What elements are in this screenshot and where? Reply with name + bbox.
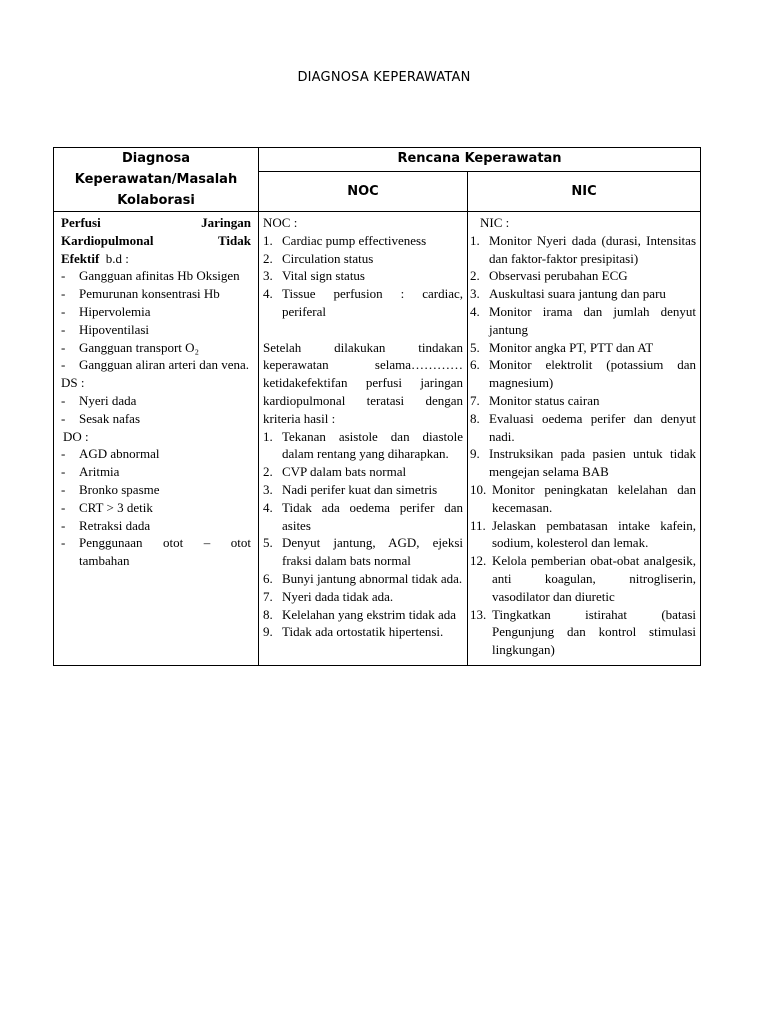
header-diagnosis-line: Diagnosa: [121, 151, 191, 166]
ds-item-marker: -: [61, 410, 66, 426]
cause-item-text: Hipervolemia: [79, 303, 151, 319]
cause-item-text: Gangguan transport O₂: [79, 339, 200, 355]
cause-item-text: Gangguan aliran arteri dan vena.: [79, 357, 250, 373]
ds-label: DS :: [61, 375, 85, 391]
do-item: [61, 481, 251, 499]
noc-criteria-list: [263, 428, 463, 642]
cause-item-text: Gangguan afinitas Hb Oksigen: [79, 268, 240, 284]
noc-criteria-item-marker: 9.: [263, 624, 273, 640]
nic-item-text: Auskultasi suara jantung dan paru: [489, 286, 666, 302]
nic-items-list: [470, 232, 696, 659]
document-title: DIAGNOSA KEPERAWATAN: [297, 70, 471, 85]
nic-item-marker: 10.: [470, 481, 487, 497]
header-diagnosis-line: Kolaborasi: [117, 193, 195, 208]
nic-item-marker: 5.: [470, 339, 480, 355]
noc-item: [263, 267, 463, 285]
nic-item: [470, 339, 696, 357]
diagnosis-title-word: Kardiopulmonal: [61, 232, 154, 248]
ds-item-text: Sesak nafas: [79, 410, 141, 426]
noc-item: [263, 250, 463, 268]
noc-criteria-item-text: Tidak ada ortostatik hipertensi.: [282, 624, 444, 640]
nic-item-marker: 12.: [470, 553, 487, 569]
nic-item: [470, 517, 696, 553]
nic-item-text: Evaluasi oedema perifer dan denyut nadi.: [489, 410, 697, 444]
header-noc: NOC: [259, 171, 468, 211]
diagnosis-title-suffix: b.d :: [105, 250, 129, 266]
noc-criteria-item-marker: 2.: [263, 464, 273, 480]
noc-item-marker: 2.: [263, 250, 273, 266]
do-item-text: Penggunaan otot – otot tambahan: [79, 535, 251, 569]
nic-item-text: Tingkatkan istirahat (batasi Pengunjung dan kontrol stimulasi lingkungan): [492, 606, 697, 658]
noc-criteria-item: [263, 428, 463, 464]
diagnosis-title-word: Efektif: [61, 250, 100, 266]
nic-item-marker: 4.: [470, 303, 480, 319]
nic-item-text: Monitor elektrolit (potassium dan magnesium): [489, 357, 697, 391]
diagnosis-title-word: Jaringan: [201, 215, 251, 230]
nic-item-marker: 8.: [470, 410, 480, 426]
noc-criteria-item: [263, 481, 463, 499]
nic-item: [470, 481, 696, 517]
do-list: [61, 445, 251, 570]
noc-cell: [259, 212, 468, 666]
noc-criteria-item-marker: 5.: [263, 535, 273, 551]
do-item: [61, 463, 251, 481]
do-item-text: Bronko spasme: [79, 481, 160, 497]
ds-item: [61, 410, 251, 428]
cause-item-text: Hipoventilasi: [79, 321, 150, 337]
cause-item: [61, 321, 251, 339]
noc-item-marker: 3.: [263, 268, 273, 284]
nic-item-marker: 11.: [470, 517, 486, 533]
do-item-marker: -: [61, 535, 66, 551]
nic-item: [470, 445, 696, 481]
cause-item-marker: -: [61, 268, 66, 284]
noc-item-text: Vital sign status: [282, 268, 365, 284]
noc-criteria-item-text: Nyeri dada tidak ada.: [282, 588, 394, 604]
do-item: [61, 445, 251, 463]
do-item: [61, 534, 251, 570]
nic-item: [470, 267, 696, 285]
nic-item: [470, 303, 696, 339]
noc-criteria-item: [263, 588, 463, 606]
nic-item-marker: 6.: [470, 357, 480, 373]
diagnosis-title-word: Perfusi: [61, 215, 101, 230]
noc-criteria-item: [263, 463, 463, 481]
noc-criteria-item-marker: 1.: [263, 428, 273, 444]
noc-item-marker: 1.: [263, 232, 273, 248]
nic-item-text: Observasi perubahan ECG: [489, 268, 628, 284]
ds-list: [61, 392, 251, 428]
do-item-marker: -: [61, 499, 66, 515]
nic-item-text: Monitor angka PT, PTT dan AT: [489, 339, 654, 355]
cause-item-marker: -: [61, 286, 66, 302]
nic-item: [470, 285, 696, 303]
do-label: DO :: [63, 428, 89, 444]
cause-item-marker: -: [61, 357, 66, 373]
nic-cell: [468, 212, 701, 666]
nic-item-text: Jelaskan pembatasan intake kafein, sodium, kolesterol dan lemak.: [492, 517, 697, 551]
cause-item-marker: -: [61, 339, 66, 355]
noc-item: [263, 285, 463, 321]
noc-criteria-item-marker: 3.: [263, 481, 273, 497]
cause-item-marker: -: [61, 303, 66, 319]
noc-item-text: Circulation status: [282, 250, 374, 266]
nic-item-text: Instruksikan pada pasien untuk tidak mengejan selama BAB: [489, 446, 697, 480]
nic-item-marker: 3.: [470, 286, 480, 302]
nic-item: [470, 606, 696, 659]
noc-criteria-item-text: Tidak ada oedema perifer dan asites: [282, 499, 463, 533]
do-item-marker: -: [61, 481, 66, 497]
header-rencana: Rencana Keperawatan: [259, 148, 701, 172]
diagnosis-title: [61, 232, 251, 250]
noc-criteria-item: [263, 606, 463, 624]
do-item: [61, 499, 251, 517]
noc-intro: Setelah dilakukan tindakan keperawatan selama………… ketidakefektifan perfusi jaringan kardiopulmonal teratasi dengan kriteria hasil :: [263, 339, 463, 426]
nic-item-text: Monitor irama dan jumlah denyut jantung: [489, 303, 697, 337]
noc-criteria-item-text: Denyut jantung, AGD, ejeksi fraksi dalam bats normal: [282, 535, 463, 569]
cause-item: [61, 285, 251, 303]
cause-item-marker: -: [61, 321, 66, 337]
nic-item: [470, 356, 696, 392]
cause-item: [61, 356, 251, 374]
diagnosis-title: [61, 214, 251, 232]
noc-criteria-item-marker: 7.: [263, 588, 273, 604]
ds-item: [61, 392, 251, 410]
header-diagnosis-line: Keperawatan/Masalah: [74, 172, 238, 187]
do-item-text: Aritmia: [79, 464, 120, 480]
nic-item-marker: 9.: [470, 446, 480, 462]
nic-item-marker: 2.: [470, 268, 480, 284]
noc-criteria-item-marker: 4.: [263, 499, 273, 515]
do-item-text: Retraksi dada: [79, 517, 151, 533]
nic-item: [470, 392, 696, 410]
noc-criteria-item: [263, 623, 463, 641]
ds-item-marker: -: [61, 392, 66, 408]
noc-criteria-item: [263, 570, 463, 588]
nic-item-marker: 7.: [470, 392, 480, 408]
nic-item: [470, 232, 696, 268]
nic-item-text: Monitor peningkatan kelelahan dan kecemasan.: [492, 481, 697, 515]
nic-item-marker: 13.: [470, 606, 487, 622]
noc-criteria-item-text: Kelelahan yang ekstrim tidak ada: [282, 606, 456, 622]
table-header-row: [54, 148, 701, 172]
noc-criteria-item-text: Nadi perifer kuat dan simetris: [282, 481, 438, 497]
nic-item: [470, 552, 696, 605]
diagnosis-title-word: Tidak: [217, 232, 251, 248]
noc-label: NOC :: [263, 215, 298, 230]
do-item: [61, 517, 251, 535]
noc-item-marker: 4.: [263, 286, 273, 302]
nic-item-text: Monitor Nyeri dada (durasi, Intensitas dan faktor-faktor presipitasi): [489, 232, 697, 266]
cause-item: [61, 267, 251, 285]
noc-criteria-item-marker: 8.: [263, 606, 273, 622]
nic-item: [470, 410, 696, 446]
cause-item-text: Pemurunan konsentrasi Hb: [79, 286, 220, 302]
noc-criteria-item-text: CVP dalam bats normal: [282, 464, 407, 480]
noc-criteria-item-text: Tekanan asistole dan diastole dalam rentang yang diharapkan.: [282, 428, 463, 462]
nic-item-text: Kelola pemberian obat-obat analgesik, anti koagulan, nitrogliserin, vasodilator dan diuretic: [492, 553, 697, 604]
table-body-row: [54, 212, 701, 666]
do-item-marker: -: [61, 517, 66, 533]
nic-item-marker: 1.: [470, 232, 480, 248]
cause-item: [61, 303, 251, 321]
noc-item-text: Tissue perfusion : cardiac, periferal: [282, 286, 463, 319]
do-item-text: CRT > 3 detik: [79, 499, 153, 515]
noc-criteria-item: [263, 499, 463, 535]
noc-criteria-item-marker: 6.: [263, 570, 273, 586]
do-item-marker: -: [61, 464, 66, 480]
do-item-marker: -: [61, 446, 66, 462]
noc-criteria-item-text: Bunyi jantung abnormal tidak ada.: [282, 570, 463, 586]
cause-item: [61, 339, 251, 357]
care-plan-table: [53, 147, 701, 666]
nic-item-text: Monitor status cairan: [489, 392, 600, 408]
causes-list: [61, 267, 251, 374]
nic-label: NIC :: [480, 215, 510, 230]
diagnosis-title: [61, 250, 251, 268]
header-diagnosis: [54, 148, 259, 212]
noc-item-text: Cardiac pump effectiveness: [282, 232, 427, 248]
ds-item-text: Nyeri dada: [79, 392, 137, 408]
diagnosis-cell: [54, 212, 259, 666]
do-item-text: AGD abnormal: [79, 446, 160, 462]
noc-items-list: [263, 232, 463, 321]
noc-item: [263, 232, 463, 250]
noc-criteria-item: [263, 534, 463, 570]
header-nic: NIC: [468, 171, 701, 211]
